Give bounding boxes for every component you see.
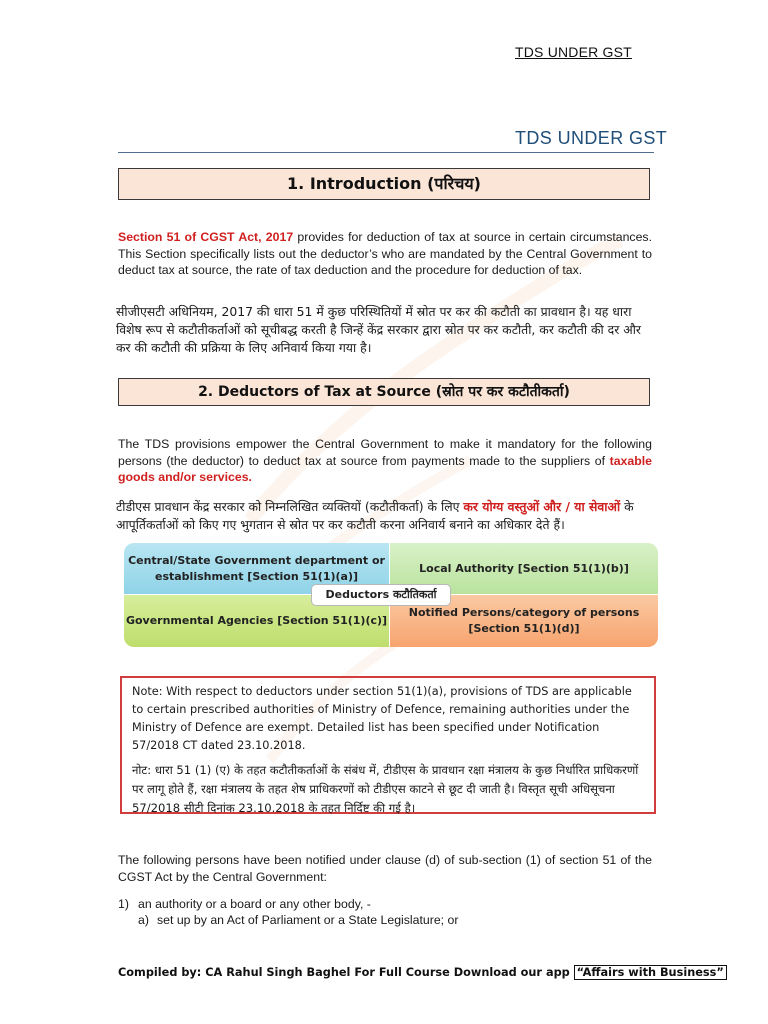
notified-persons-paragraph: The following persons have been notified under clause (d) of sub-section (1) of section 51 of the CGST Act by the Central Government: — [118, 853, 652, 884]
intro-text: provides for deduction of tax at source in certain circumstances. This Section specifically lists out the deductor’s who are mandated by the Central Government to deduct tax at source, the rate of tax deduction and the procedure for deduction of tax. — [118, 230, 652, 277]
note-hindi: नोट: धारा 51 (1) (ए) के तहत कटौतीकर्ताओं के संबंध में, टीडीएस के प्रावधान रक्षा मंत्रालय के कुछ निर्धारित प्राधिकरणों पर लागू होते हैं, रक्षा मंत्रालय के तहत शेष प्राधिकरणों को टीडीएस काटने से छूट दी जाती है। विस्तृत सूची अधिसूचना 57/2018 सीटी दिनांक 23.10.2018 के तहत निर्दिष्ट की गई है। — [132, 763, 639, 815]
running-header: TDS UNDER GST — [515, 44, 632, 60]
taxable-goods-hindi-highlight: कर योग्य वस्तुओं और / या सेवाओं — [463, 499, 621, 514]
quadrant-governmental-agencies: Governmental Agencies [Section 51(1)(c)] — [124, 595, 390, 647]
list-item — [118, 897, 371, 911]
title-divider — [118, 152, 654, 153]
deductors-paragraph-english — [118, 436, 652, 486]
deductors-diagram — [124, 543, 658, 647]
quadrant-notified-persons: Notified Persons/category of persons [Section 51(1)(d)] — [390, 595, 658, 647]
deductors-center-label: Deductors कटौतिकर्ता — [311, 584, 451, 606]
footer — [118, 966, 727, 979]
footer-compiled-by: Compiled by: CA Rahul Singh Baghel For Full Course Download our app — [118, 966, 574, 979]
sub-list-item — [138, 913, 458, 927]
taxable-goods-highlight: taxable goods and/or services. — [118, 453, 652, 484]
intro-paragraph-hindi: सीजीएसटी अधिनियम, 2017 की धारा 51 में कुछ परिस्थितियों में स्रोत पर कर की कटौती का प्रावधान है। यह धारा विशेष रूप से कटौतीकर्ताओं को सूचीबद्ध करती है जिन्हें केंद्र सरकार द्वारा स्रोत पर कर कटौती, कर कटौती की दर और कर की कटौती की प्रक्रिया के लिए अनिवार्य किया गया है। — [116, 304, 641, 355]
sub-list-item-text: set up by an Act of Parliament or a State Legislature; or — [157, 913, 459, 927]
note-box — [120, 676, 656, 814]
quadrant-local-authority: Local Authority [Section 51(1)(b)] — [390, 543, 658, 595]
deductors-paragraph-hindi — [116, 498, 656, 534]
note-english: Note: With respect to deductors under section 51(1)(a), provisions of TDS are applicable to certain prescribed authorities of Ministry of Defence, remaining authorities under the Ministry of Defence are exempt. Detailed list has been specified under Notification 57/2018 CT dated 23.10.2018. — [132, 685, 632, 752]
section-heading-introduction: 1. Introduction (परिचय) — [118, 168, 650, 200]
deductors-hindi-text: टीडीएस प्रावधान केंद्र सरकार को निम्नलिखित व्यक्तियों (कटौतीकर्ता) के लिए — [116, 499, 464, 514]
list-marker: 1) — [118, 897, 129, 911]
intro-paragraph-english — [118, 229, 652, 279]
footer-app-name: “Affairs with Business” — [574, 965, 727, 980]
document-title: TDS UNDER GST — [515, 128, 668, 148]
sub-list-marker: a) — [138, 913, 149, 927]
section-heading-deductors: 2. Deductors of Tax at Source (स्रोत पर कर कटौतीकर्ता) — [118, 378, 650, 406]
deductors-text: The TDS provisions empower the Central Government to make it mandatory for the following persons (the deductor) to deduct tax at source from payments made to the suppliers of — [118, 437, 652, 468]
quadrant-government-department: Central/State Government department or establishment [Section 51(1)(a)] — [124, 543, 390, 595]
list-item-text: an authority or a board or any other body, - — [138, 897, 371, 911]
section-reference: Section 51 of CGST Act, 2017 — [118, 230, 294, 244]
deductors-hindi-text-end: के आपूर्तिकर्ताओं को किए गए भुगतान से स्रोत पर कर कटौती करना अनिवार्य बनाने का अधिकार देते हैं। — [116, 499, 634, 532]
